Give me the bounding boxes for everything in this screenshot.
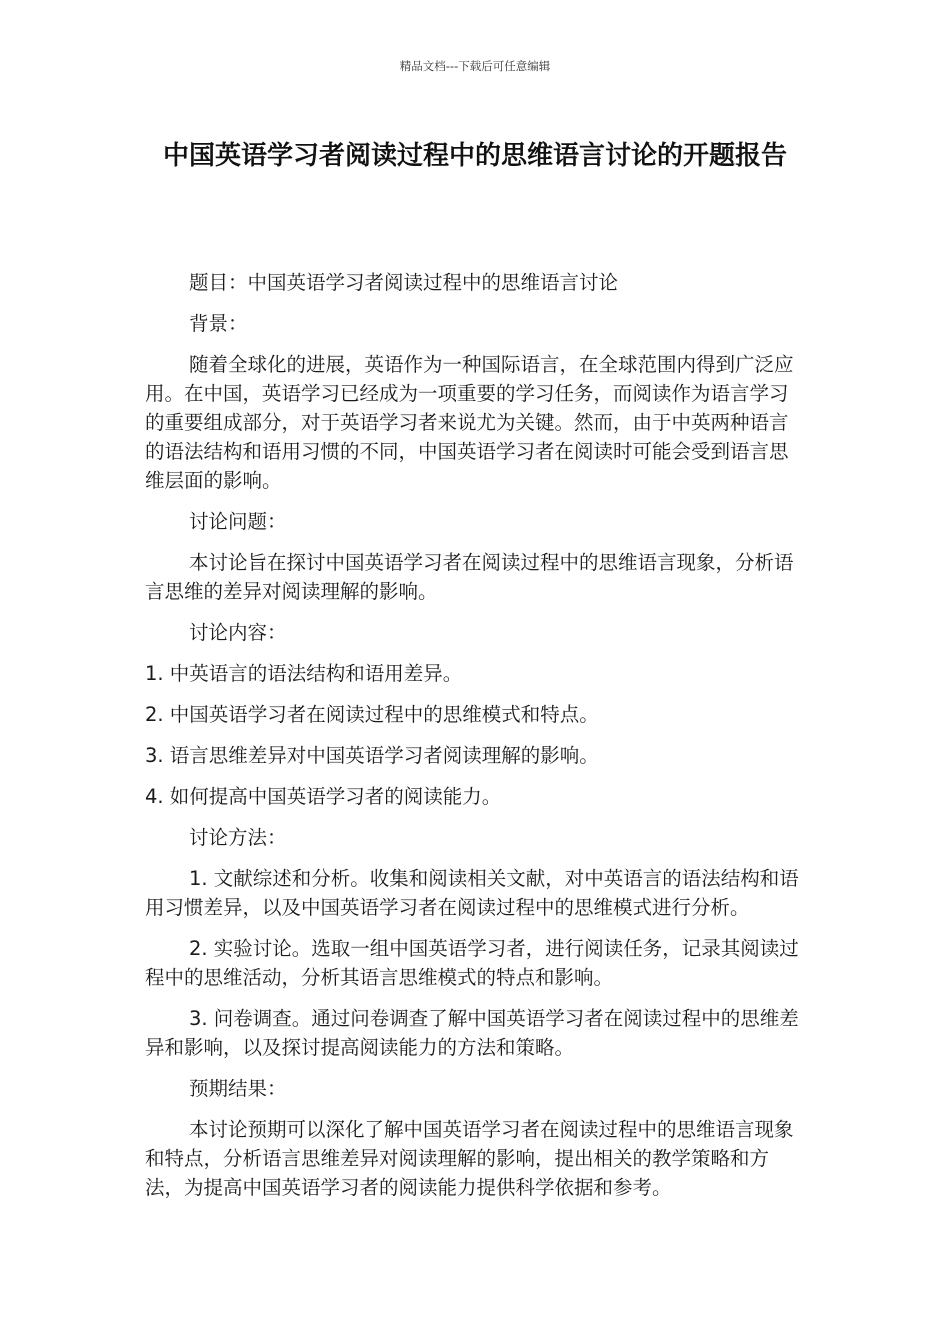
topic-paragraph: 题目：中国英语学习者阅读过程中的思维语言讨论: [189, 271, 619, 294]
method-item-3: 3. 问卷调查。通过问卷调查了解中国英语学习者在阅读过程中的思维差异和影响，以及探讨提高阅读能力的方法和策略。: [145, 1007, 799, 1059]
content-list-item-3: 3. 语言思维差异对中国英语学习者阅读理解的影响。: [145, 744, 599, 767]
background-paragraph: 随着全球化的进展，英语作为一种国际语言，在全球范围内得到广泛应用。在中国，英语学习已经成为一项重要的学习任务，而阅读作为语言学习的重要组成部分，对于英语学习者来说尤为关键。然而，由于中英两种语言的语法结构和语用习惯的不同，中国英语学习者在阅读时可能会受到语言思维层面的影响。: [145, 353, 794, 492]
section-heading-content: 讨论内容：: [189, 621, 287, 644]
page-header-note: 精品文档---下载后可任意编辑: [399, 59, 551, 73]
section-heading-background: 背景：: [189, 312, 248, 335]
method-item-1: 1. 文献综述和分析。收集和阅读相关文献，对中英语言的语法结构和语用习惯差异，以及中国英语学习者在阅读过程中的思维模式进行分析。: [145, 867, 799, 919]
section-heading-expected-results: 预期结果：: [189, 1077, 287, 1100]
method-item-2: 2. 实验讨论。选取一组中国英语学习者，进行阅读任务，记录其阅读过程中的思维活动，分析其语言思维模式的特点和影响。: [145, 937, 799, 989]
expected-results-paragraph: 本讨论预期可以深化了解中国英语学习者在阅读过程中的思维语言现象和特点，分析语言思维差异对阅读理解的影响，提出相关的教学策略和方法，为提高中国英语学习者的阅读能力提供科学依据和参考。: [145, 1118, 794, 1199]
document-title: 中国英语学习者阅读过程中的思维语言讨论的开题报告: [162, 141, 787, 171]
content-list-item-4: 4. 如何提高中国英语学习者的阅读能力。: [145, 785, 502, 808]
questions-paragraph: 本讨论旨在探讨中国英语学习者在阅读过程中的思维语言现象，分析语言思维的差异对阅读理解的影响。: [145, 551, 794, 603]
section-heading-questions: 讨论问题：: [189, 510, 287, 533]
section-heading-methods: 讨论方法：: [189, 826, 287, 849]
content-list-item-1: 1. 中英语言的语法结构和语用差异。: [145, 662, 463, 685]
content-list-item-2: 2. 中国英语学习者在阅读过程中的思维模式和特点。: [145, 703, 599, 726]
document-body: [145, 268, 805, 1214]
